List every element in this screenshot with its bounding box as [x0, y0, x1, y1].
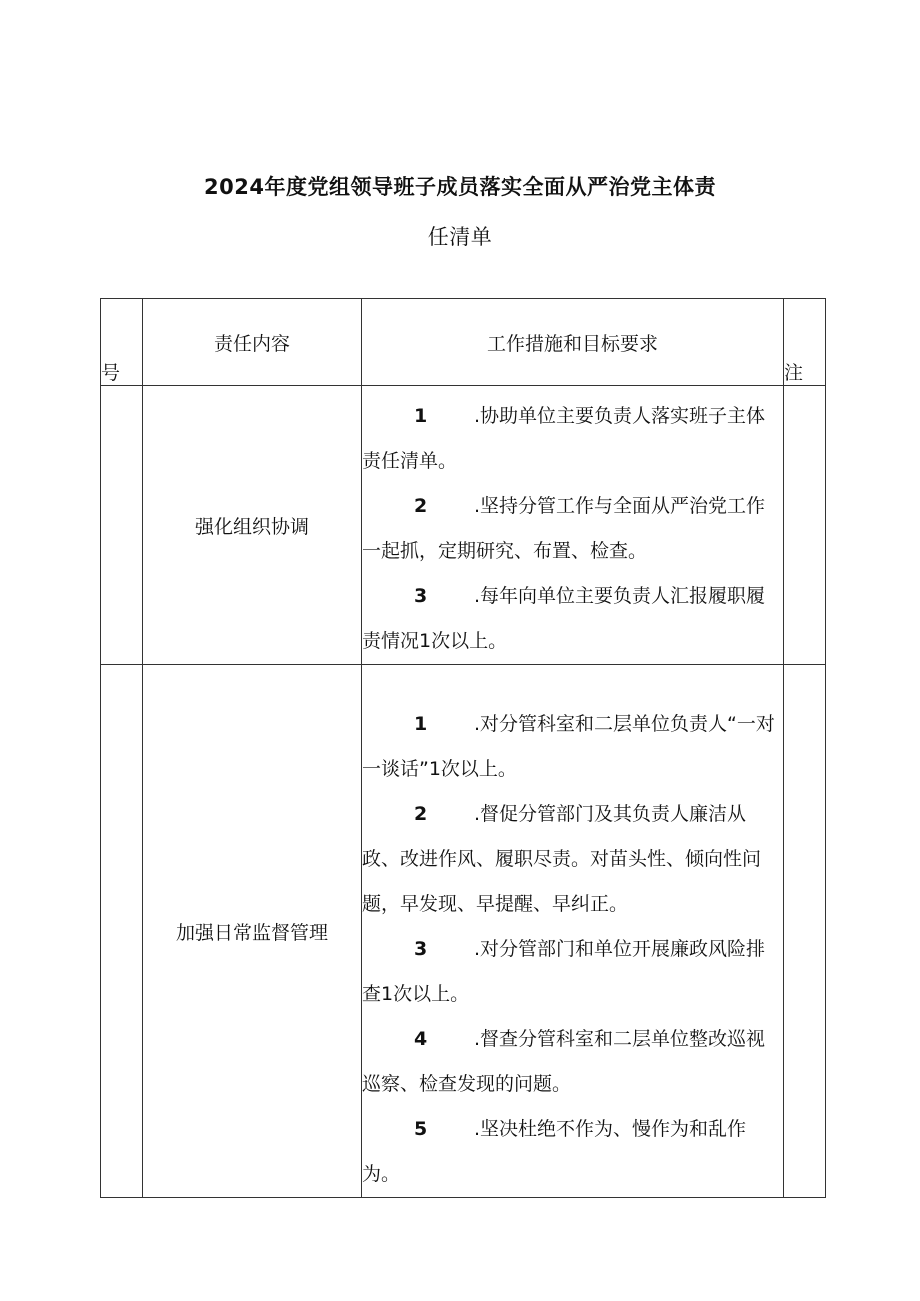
measure-number: 1	[414, 405, 428, 427]
table-row	[101, 386, 826, 665]
measure-number: 1	[414, 713, 428, 735]
row-number-cell	[101, 665, 143, 1198]
measure-number: 4	[414, 1028, 428, 1050]
measure-item	[362, 394, 783, 484]
measure-text: .对分管部门和单位开展廉政风险排查1次以上。	[362, 938, 766, 1005]
measures-cell	[362, 665, 784, 1198]
measure-item	[362, 574, 783, 664]
measure-number: 2	[414, 803, 428, 825]
header-note: 注	[784, 299, 826, 386]
note-cell	[784, 665, 826, 1198]
measure-number: 3	[414, 585, 428, 607]
measure-item	[362, 927, 783, 1017]
header-number: 号	[101, 299, 143, 386]
measure-item	[362, 792, 783, 927]
table-row	[101, 665, 826, 1198]
measure-number: 2	[414, 495, 428, 517]
measure-number: 3	[414, 938, 428, 960]
measure-text: .督查分管科室和二层单位整改巡视巡察、检查发现的问题。	[362, 1028, 766, 1095]
measure-text: .每年向单位主要负责人汇报履职履责情况1次以上。	[362, 585, 766, 652]
measure-item	[362, 702, 783, 792]
measures-list	[362, 386, 783, 664]
measures-list	[362, 665, 783, 1197]
measure-text: .对分管科室和二层单位负责人“一对一谈话”1次以上。	[362, 713, 775, 780]
measure-item	[362, 1017, 783, 1107]
row-number-cell	[101, 386, 143, 665]
header-content: 责任内容	[143, 299, 362, 386]
header-measures: 工作措施和目标要求	[362, 299, 784, 386]
measure-text: .坚决杜绝不作为、慢作为和乱作为。	[362, 1118, 747, 1185]
document-title: 2024年度党组领导班子成员落实全面从严治党主体责	[204, 175, 716, 199]
responsibility-content: 强化组织协调	[143, 386, 362, 665]
responsibility-table	[100, 298, 826, 1198]
measure-number: 5	[414, 1118, 428, 1140]
document-title-continued: 任清单	[427, 225, 493, 249]
measure-text: .督促分管部门及其负责人廉洁从政、改进作风、履职尽责。对苗头性、倾向性问题，早发现、早提醒、早纠正。	[362, 803, 762, 915]
measure-item	[362, 1107, 783, 1197]
measure-text: .坚持分管工作与全面从严治党工作一起抓，定期研究、布置、检查。	[362, 495, 766, 562]
table-header-row	[101, 299, 826, 386]
note-cell	[784, 386, 826, 665]
measure-item	[362, 484, 783, 574]
measures-cell	[362, 386, 784, 665]
measure-text: .协助单位主要负责人落实班子主体责任清单。	[362, 405, 766, 472]
responsibility-content: 加强日常监督管理	[143, 665, 362, 1198]
